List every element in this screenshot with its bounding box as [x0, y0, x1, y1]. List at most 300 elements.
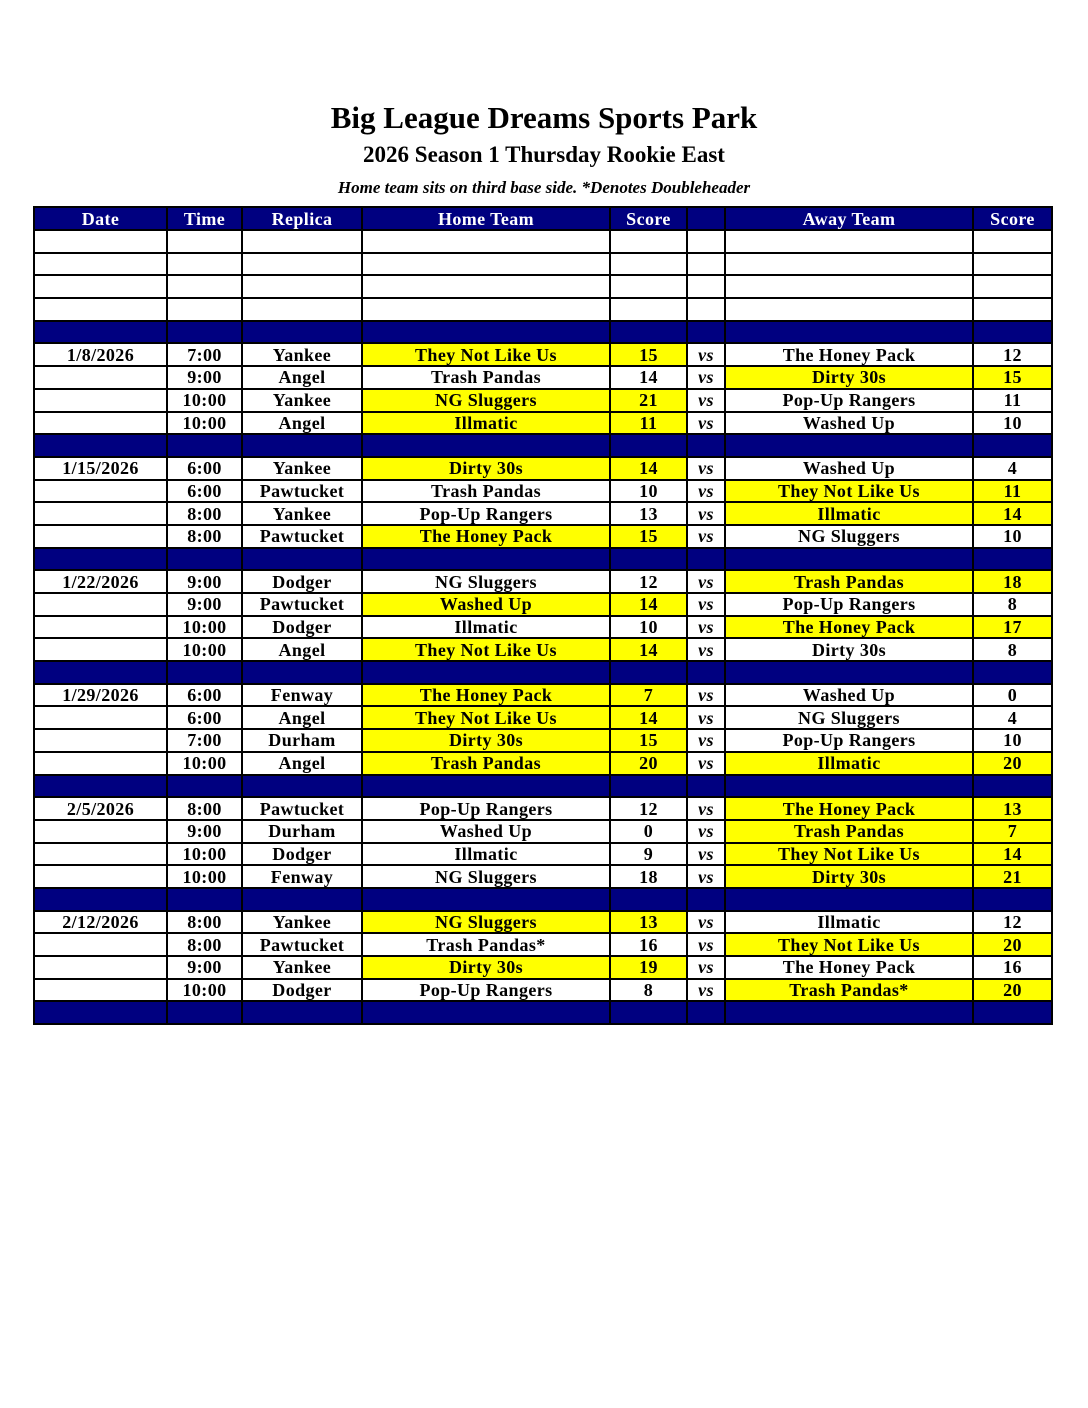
- empty-cell: [610, 1001, 687, 1024]
- vs-cell: vs: [687, 933, 725, 956]
- empty-cell: [610, 434, 687, 457]
- empty-cell: [167, 548, 242, 571]
- vs-cell: vs: [687, 979, 725, 1002]
- game-row: [34, 525, 1052, 548]
- game-row: [34, 593, 1052, 616]
- empty-cell: [34, 1001, 167, 1024]
- empty-cell: [973, 230, 1052, 253]
- replica-cell: Dodger: [242, 570, 362, 593]
- separator-row: [34, 661, 1052, 684]
- home-score-cell: 14: [610, 457, 687, 480]
- replica-cell: Dodger: [242, 616, 362, 639]
- game-row: [34, 797, 1052, 820]
- away-score-cell: 14: [973, 502, 1052, 525]
- vs-cell: vs: [687, 911, 725, 934]
- schedule-body: [34, 230, 1052, 1024]
- home-team-cell: The Honey Pack: [362, 684, 610, 707]
- empty-cell: [610, 230, 687, 253]
- replica-cell: Yankee: [242, 389, 362, 412]
- date-cell: [34, 525, 167, 548]
- away-team-cell: They Not Like Us: [725, 843, 973, 866]
- vs-cell: vs: [687, 480, 725, 503]
- away-team-cell: Trash Pandas: [725, 820, 973, 843]
- home-score-cell: 9: [610, 843, 687, 866]
- replica-cell: Dodger: [242, 843, 362, 866]
- empty-cell: [167, 661, 242, 684]
- home-score-cell: 8: [610, 979, 687, 1002]
- time-cell: 10:00: [167, 638, 242, 661]
- home-team-cell: Illmatic: [362, 843, 610, 866]
- away-team-cell: The Honey Pack: [725, 616, 973, 639]
- home-team-cell: Dirty 30s: [362, 956, 610, 979]
- replica-cell: Yankee: [242, 911, 362, 934]
- date-cell: [34, 820, 167, 843]
- replica-cell: Yankee: [242, 502, 362, 525]
- replica-cell: Angel: [242, 638, 362, 661]
- home-team-cell: NG Sluggers: [362, 865, 610, 888]
- col-home-team: Home Team: [362, 207, 610, 230]
- col-home-score: Score: [610, 207, 687, 230]
- replica-cell: Pawtucket: [242, 933, 362, 956]
- empty-cell: [973, 548, 1052, 571]
- empty-cell: [167, 775, 242, 798]
- date-cell: [34, 706, 167, 729]
- replica-cell: Pawtucket: [242, 525, 362, 548]
- game-row: [34, 979, 1052, 1002]
- empty-cell: [973, 775, 1052, 798]
- empty-cell: [34, 321, 167, 344]
- replica-cell: Pawtucket: [242, 797, 362, 820]
- game-row: [34, 752, 1052, 775]
- home-score-cell: 10: [610, 616, 687, 639]
- home-team-cell: They Not Like Us: [362, 638, 610, 661]
- separator-row: [34, 888, 1052, 911]
- away-score-cell: 8: [973, 593, 1052, 616]
- away-score-cell: 15: [973, 366, 1052, 389]
- replica-cell: Fenway: [242, 684, 362, 707]
- home-score-cell: 13: [610, 911, 687, 934]
- replica-cell: Pawtucket: [242, 593, 362, 616]
- game-row: [34, 480, 1052, 503]
- home-score-cell: 18: [610, 865, 687, 888]
- replica-cell: Dodger: [242, 979, 362, 1002]
- home-score-cell: 12: [610, 797, 687, 820]
- home-score-cell: 13: [610, 502, 687, 525]
- empty-cell: [167, 298, 242, 321]
- empty-cell: [242, 321, 362, 344]
- empty-cell: [687, 775, 725, 798]
- empty-cell: [610, 298, 687, 321]
- date-cell: 2/5/2026: [34, 797, 167, 820]
- empty-cell: [610, 775, 687, 798]
- away-score-cell: 14: [973, 843, 1052, 866]
- separator-row: [34, 1001, 1052, 1024]
- empty-cell: [687, 888, 725, 911]
- away-team-cell: The Honey Pack: [725, 797, 973, 820]
- empty-cell: [973, 298, 1052, 321]
- away-team-cell: NG Sluggers: [725, 525, 973, 548]
- away-score-cell: 7: [973, 820, 1052, 843]
- empty-cell: [362, 230, 610, 253]
- time-cell: 10:00: [167, 389, 242, 412]
- time-cell: 9:00: [167, 820, 242, 843]
- empty-cell: [242, 298, 362, 321]
- empty-cell: [167, 275, 242, 298]
- vs-cell: vs: [687, 525, 725, 548]
- home-team-cell: Dirty 30s: [362, 457, 610, 480]
- time-cell: 6:00: [167, 706, 242, 729]
- replica-cell: Pawtucket: [242, 480, 362, 503]
- time-cell: 8:00: [167, 797, 242, 820]
- game-row: [34, 616, 1052, 639]
- game-row: [34, 638, 1052, 661]
- empty-cell: [610, 888, 687, 911]
- date-cell: 1/8/2026: [34, 343, 167, 366]
- replica-cell: Yankee: [242, 457, 362, 480]
- empty-cell: [362, 321, 610, 344]
- empty-cell: [34, 548, 167, 571]
- empty-cell: [34, 434, 167, 457]
- away-team-cell: Illmatic: [725, 911, 973, 934]
- empty-cell: [362, 253, 610, 276]
- empty-cell: [725, 275, 973, 298]
- time-cell: 10:00: [167, 412, 242, 435]
- vs-cell: vs: [687, 366, 725, 389]
- away-team-cell: Trash Pandas: [725, 570, 973, 593]
- empty-cell: [242, 275, 362, 298]
- time-cell: 6:00: [167, 684, 242, 707]
- empty-cell: [34, 253, 167, 276]
- vs-cell: vs: [687, 865, 725, 888]
- away-team-cell: They Not Like Us: [725, 480, 973, 503]
- empty-cell: [362, 434, 610, 457]
- home-score-cell: 0: [610, 820, 687, 843]
- game-row: [34, 343, 1052, 366]
- home-score-cell: 15: [610, 729, 687, 752]
- date-cell: [34, 502, 167, 525]
- empty-cell: [362, 1001, 610, 1024]
- empty-cell: [725, 230, 973, 253]
- game-row: [34, 366, 1052, 389]
- away-score-cell: 12: [973, 911, 1052, 934]
- col-away-score: Score: [973, 207, 1052, 230]
- away-team-cell: The Honey Pack: [725, 343, 973, 366]
- away-score-cell: 18: [973, 570, 1052, 593]
- away-team-cell: Dirty 30s: [725, 366, 973, 389]
- home-score-cell: 14: [610, 638, 687, 661]
- replica-cell: Angel: [242, 412, 362, 435]
- empty-cell: [362, 275, 610, 298]
- home-score-cell: 20: [610, 752, 687, 775]
- time-cell: 7:00: [167, 343, 242, 366]
- vs-cell: vs: [687, 843, 725, 866]
- empty-cell: [362, 661, 610, 684]
- away-team-cell: NG Sluggers: [725, 706, 973, 729]
- home-team-cell: Illmatic: [362, 616, 610, 639]
- empty-cell: [34, 775, 167, 798]
- replica-cell: Yankee: [242, 956, 362, 979]
- game-row: [34, 412, 1052, 435]
- col-replica: Replica: [242, 207, 362, 230]
- empty-cell: [725, 548, 973, 571]
- empty-cell: [610, 661, 687, 684]
- away-team-cell: Washed Up: [725, 412, 973, 435]
- empty-cell: [362, 298, 610, 321]
- away-team-cell: Pop-Up Rangers: [725, 593, 973, 616]
- empty-cell: [167, 434, 242, 457]
- home-team-cell: NG Sluggers: [362, 389, 610, 412]
- time-cell: 9:00: [167, 570, 242, 593]
- game-row: [34, 389, 1052, 412]
- vs-cell: vs: [687, 729, 725, 752]
- away-score-cell: 10: [973, 525, 1052, 548]
- empty-cell: [610, 321, 687, 344]
- empty-cell: [610, 275, 687, 298]
- away-score-cell: 4: [973, 706, 1052, 729]
- time-cell: 10:00: [167, 979, 242, 1002]
- away-team-cell: Dirty 30s: [725, 865, 973, 888]
- empty-cell: [242, 775, 362, 798]
- date-cell: [34, 366, 167, 389]
- date-cell: [34, 616, 167, 639]
- date-cell: [34, 979, 167, 1002]
- away-score-cell: 11: [973, 480, 1052, 503]
- away-score-cell: 10: [973, 729, 1052, 752]
- game-row: [34, 865, 1052, 888]
- home-team-cell: NG Sluggers: [362, 911, 610, 934]
- game-row: [34, 706, 1052, 729]
- empty-cell: [242, 888, 362, 911]
- empty-row: [34, 275, 1052, 298]
- empty-cell: [687, 298, 725, 321]
- date-cell: [34, 480, 167, 503]
- page-title: Big League Dreams Sports Park: [330, 100, 758, 135]
- empty-cell: [687, 230, 725, 253]
- away-team-cell: Pop-Up Rangers: [725, 389, 973, 412]
- away-team-cell: Washed Up: [725, 684, 973, 707]
- away-team-cell: They Not Like Us: [725, 933, 973, 956]
- replica-cell: Angel: [242, 706, 362, 729]
- date-cell: [34, 593, 167, 616]
- away-score-cell: 13: [973, 797, 1052, 820]
- replica-cell: Durham: [242, 820, 362, 843]
- separator-row: [34, 321, 1052, 344]
- away-score-cell: 21: [973, 865, 1052, 888]
- vs-cell: vs: [687, 797, 725, 820]
- empty-cell: [242, 230, 362, 253]
- game-row: [34, 684, 1052, 707]
- vs-cell: vs: [687, 752, 725, 775]
- home-score-cell: 10: [610, 480, 687, 503]
- empty-cell: [973, 1001, 1052, 1024]
- empty-row: [34, 253, 1052, 276]
- empty-cell: [973, 888, 1052, 911]
- game-row: [34, 911, 1052, 934]
- vs-cell: vs: [687, 638, 725, 661]
- empty-cell: [687, 1001, 725, 1024]
- empty-cell: [725, 298, 973, 321]
- empty-cell: [687, 434, 725, 457]
- away-score-cell: 20: [973, 752, 1052, 775]
- schedule-note: Home team sits on third base side. *Denotes Doubleheader: [337, 178, 751, 197]
- away-score-cell: 4: [973, 457, 1052, 480]
- empty-cell: [973, 434, 1052, 457]
- separator-row: [34, 548, 1052, 571]
- game-row: [34, 729, 1052, 752]
- away-score-cell: 0: [973, 684, 1052, 707]
- time-cell: 8:00: [167, 933, 242, 956]
- empty-cell: [34, 888, 167, 911]
- vs-cell: vs: [687, 570, 725, 593]
- game-row: [34, 956, 1052, 979]
- time-cell: 10:00: [167, 752, 242, 775]
- away-score-cell: 20: [973, 979, 1052, 1002]
- replica-cell: Durham: [242, 729, 362, 752]
- empty-cell: [34, 275, 167, 298]
- separator-row: [34, 434, 1052, 457]
- empty-cell: [725, 775, 973, 798]
- away-team-cell: Dirty 30s: [725, 638, 973, 661]
- home-team-cell: Trash Pandas: [362, 752, 610, 775]
- vs-cell: vs: [687, 457, 725, 480]
- date-cell: [34, 752, 167, 775]
- home-score-cell: 7: [610, 684, 687, 707]
- date-cell: [34, 843, 167, 866]
- time-cell: 10:00: [167, 843, 242, 866]
- game-row: [34, 570, 1052, 593]
- empty-cell: [687, 253, 725, 276]
- date-cell: [34, 933, 167, 956]
- home-score-cell: 15: [610, 525, 687, 548]
- vs-cell: vs: [687, 956, 725, 979]
- home-score-cell: 21: [610, 389, 687, 412]
- replica-cell: Fenway: [242, 865, 362, 888]
- home-team-cell: The Honey Pack: [362, 525, 610, 548]
- game-row: [34, 457, 1052, 480]
- home-team-cell: Illmatic: [362, 412, 610, 435]
- time-cell: 6:00: [167, 480, 242, 503]
- empty-cell: [242, 661, 362, 684]
- away-team-cell: Trash Pandas*: [725, 979, 973, 1002]
- home-team-cell: Dirty 30s: [362, 729, 610, 752]
- away-score-cell: 17: [973, 616, 1052, 639]
- vs-cell: vs: [687, 820, 725, 843]
- empty-cell: [725, 434, 973, 457]
- game-row: [34, 820, 1052, 843]
- col-away-team: Away Team: [725, 207, 973, 230]
- home-team-cell: Pop-Up Rangers: [362, 502, 610, 525]
- empty-cell: [167, 888, 242, 911]
- vs-cell: vs: [687, 706, 725, 729]
- empty-cell: [973, 253, 1052, 276]
- home-score-cell: 12: [610, 570, 687, 593]
- empty-cell: [362, 775, 610, 798]
- empty-cell: [167, 253, 242, 276]
- empty-cell: [610, 548, 687, 571]
- empty-row: [34, 230, 1052, 253]
- date-cell: 1/15/2026: [34, 457, 167, 480]
- empty-cell: [687, 321, 725, 344]
- home-team-cell: Pop-Up Rangers: [362, 979, 610, 1002]
- empty-cell: [725, 253, 973, 276]
- home-score-cell: 16: [610, 933, 687, 956]
- home-score-cell: 14: [610, 366, 687, 389]
- home-score-cell: 14: [610, 706, 687, 729]
- away-score-cell: 10: [973, 412, 1052, 435]
- vs-cell: vs: [687, 616, 725, 639]
- away-team-cell: Pop-Up Rangers: [725, 729, 973, 752]
- vs-cell: vs: [687, 593, 725, 616]
- empty-cell: [167, 321, 242, 344]
- schedule-table: [33, 206, 1053, 1025]
- home-team-cell: Trash Pandas: [362, 366, 610, 389]
- home-team-cell: NG Sluggers: [362, 570, 610, 593]
- replica-cell: Angel: [242, 366, 362, 389]
- empty-cell: [34, 298, 167, 321]
- col-date: Date: [34, 207, 167, 230]
- away-score-cell: 16: [973, 956, 1052, 979]
- away-score-cell: 8: [973, 638, 1052, 661]
- empty-row: [34, 298, 1052, 321]
- date-cell: 1/22/2026: [34, 570, 167, 593]
- time-cell: 6:00: [167, 457, 242, 480]
- away-score-cell: 12: [973, 343, 1052, 366]
- home-team-cell: They Not Like Us: [362, 343, 610, 366]
- empty-cell: [973, 321, 1052, 344]
- vs-cell: vs: [687, 684, 725, 707]
- home-score-cell: 19: [610, 956, 687, 979]
- empty-cell: [687, 548, 725, 571]
- replica-cell: Yankee: [242, 343, 362, 366]
- empty-cell: [687, 661, 725, 684]
- date-cell: 1/29/2026: [34, 684, 167, 707]
- home-team-cell: Trash Pandas: [362, 480, 610, 503]
- date-cell: [34, 865, 167, 888]
- date-cell: [34, 956, 167, 979]
- empty-cell: [242, 434, 362, 457]
- empty-cell: [34, 661, 167, 684]
- home-team-cell: They Not Like Us: [362, 706, 610, 729]
- empty-cell: [973, 661, 1052, 684]
- home-team-cell: Trash Pandas*: [362, 933, 610, 956]
- away-team-cell: Illmatic: [725, 752, 973, 775]
- date-cell: [34, 389, 167, 412]
- away-score-cell: 20: [973, 933, 1052, 956]
- page-subtitle: 2026 Season 1 Thursday Rookie East: [363, 142, 725, 167]
- time-cell: 9:00: [167, 366, 242, 389]
- date-cell: 2/12/2026: [34, 911, 167, 934]
- vs-cell: vs: [687, 389, 725, 412]
- col-vs: [687, 207, 725, 230]
- empty-cell: [34, 230, 167, 253]
- time-cell: 10:00: [167, 865, 242, 888]
- away-team-cell: Illmatic: [725, 502, 973, 525]
- home-team-cell: Pop-Up Rangers: [362, 797, 610, 820]
- away-team-cell: The Honey Pack: [725, 956, 973, 979]
- date-cell: [34, 412, 167, 435]
- game-row: [34, 933, 1052, 956]
- date-cell: [34, 729, 167, 752]
- home-score-cell: 14: [610, 593, 687, 616]
- empty-cell: [725, 661, 973, 684]
- time-cell: 8:00: [167, 525, 242, 548]
- time-cell: 10:00: [167, 616, 242, 639]
- date-cell: [34, 638, 167, 661]
- empty-cell: [362, 548, 610, 571]
- header-row: [34, 207, 1052, 230]
- replica-cell: Angel: [242, 752, 362, 775]
- empty-cell: [725, 888, 973, 911]
